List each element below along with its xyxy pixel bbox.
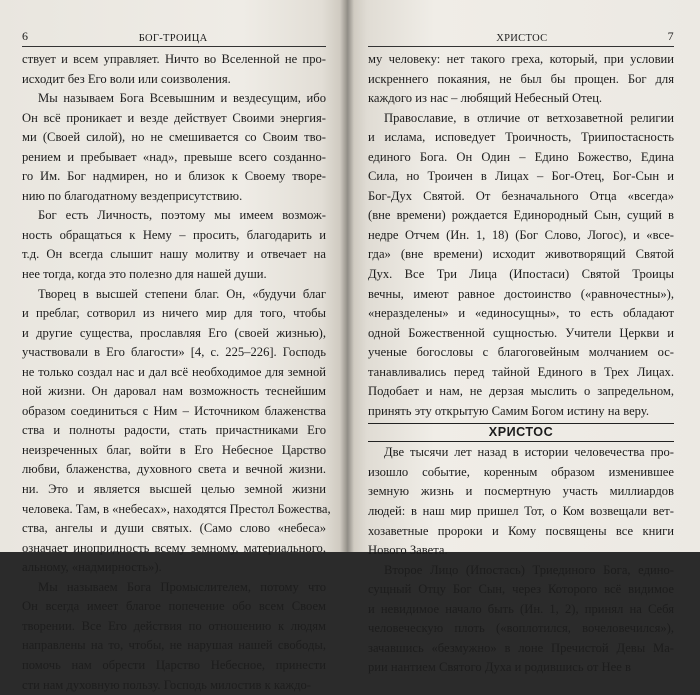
text-line: помочь нам обрести Царство Небесное, принести — [22, 656, 326, 676]
text-line: Бог-Дух Святой. От безначального Отца «всегда» — [368, 187, 674, 207]
text-line: ной жизни. Он даровал нам возможность теснейшим — [22, 382, 326, 402]
text-line: зачавшись «безмужно» в лоне Пречистой Девы Ма- — [368, 639, 674, 659]
text-line: Он всё проникает и везде действует Своими энергия- — [22, 109, 326, 129]
text-line: человека. Там, в «небесах», находятся Престол Божества, — [22, 500, 326, 520]
left-running-title: БОГ-ТРОИЦА — [139, 33, 208, 44]
text-line: ученые богословы с благоговейным молчанием ос- — [368, 343, 674, 363]
text-line: ства, ангелы и души святых. (Само слово «небеса» — [22, 519, 326, 539]
text-line: танавливались перед тайной Единого в Трех Лицах. — [368, 363, 674, 383]
right-running-title: ХРИСТОС — [496, 33, 547, 44]
text-line: единого Бога. Он Один – Едино Божество, Едина — [368, 148, 674, 168]
text-line: рением и пребывает «над», превыше всего созданно- — [22, 148, 326, 168]
text-line: сти нам духовную пользу. Господь милостив к каждо- — [22, 676, 326, 695]
text-line: вечны, имеют равное достоинство («равночестны»), — [368, 285, 674, 305]
text-line: Мы называем Бога Всевышним и вездесущим, ибо — [22, 89, 326, 109]
text-line: хозаветные пророки и Кому посвящены все книги — [368, 522, 674, 542]
text-line: любви, блаженства, духовного света и вечной жизни. — [22, 460, 326, 480]
text-line: ни. Это и является высшей целью земной жизни — [22, 480, 326, 500]
text-line: каждого из нас – любящий Небесный Отец. — [368, 89, 674, 109]
text-line: недре Отчем (Ин. 1, 18) (Бог Слово, Логос), и «все- — [368, 226, 674, 246]
text-line: людей: в наш мир пришел Тот, о Ком возвещали вет- — [368, 502, 674, 522]
left-running-head — [22, 28, 326, 47]
text-line: исходит без Его воли или соизволения. — [22, 70, 326, 90]
text-line: творении. Все Его действия по отношению к людям — [22, 617, 326, 637]
text-line: Сила, но Троичен в Лицах – Бог-Отец, Бог-Сын и — [368, 167, 674, 187]
right-page — [346, 0, 700, 552]
text-line: му человеку: нет такого греха, который, при условии — [368, 50, 674, 70]
left-page — [0, 0, 346, 552]
text-line: изошло событие, коренным образом изменившее — [368, 463, 674, 483]
text-line: принять эту открытую Самим Богом истину на веру. — [368, 402, 674, 422]
text-line: Второе Лицо (Ипостась) Триединого Бога, едино- — [368, 561, 674, 581]
text-line: т.д. Он всегда слышит нашу молитву и отвечает на — [22, 245, 326, 265]
text-line: образом соединиться с Ним – Источником блаженства — [22, 402, 326, 422]
text-line: ствует и всем управляет. Ничто во Вселенной не про- — [22, 50, 326, 70]
text-line: ность обращаться к Нему – просить, благодарить и — [22, 226, 326, 246]
right-page-text — [368, 50, 674, 678]
text-line: рии нантием Святого Духа и родившись от Нее в — [368, 658, 674, 678]
left-page-number: 6 — [22, 29, 28, 44]
text-line: и преблаг, сотворил из ничего мир для того, чтобы — [22, 304, 326, 324]
text-line: Бог есть Личность, поэтому мы имеем возмож- — [22, 206, 326, 226]
text-line: искреннего покаяния, не был бы прощен. Бог для — [368, 70, 674, 90]
text-line: нее тогда, когда это полезно для нашей души. — [22, 265, 326, 285]
text-line: Дух. Все Три Лица (Ипостаси) Святой Троицы — [368, 265, 674, 285]
text-line: одной Божественной сущностью. Учители Церкви и — [368, 324, 674, 344]
text-line: и ислама, исповедует Троичность, Триипостасность — [368, 128, 674, 148]
text-line: и невидимое начало быть (Ин. 1, 2), принял на Себя — [368, 600, 674, 620]
text-line: участвовали в Его благости» [4, с. 225–226]. Господь — [22, 343, 326, 363]
text-line: человеческую плоть («воплотился, вочеловечился»), — [368, 619, 674, 639]
text-line: Нового Завета. — [368, 541, 674, 561]
text-line: гда» (вне времени) исходит животворящий Святой — [368, 245, 674, 265]
text-line: Он всегда имеет благое попечение обо всем Своем — [22, 597, 326, 617]
text-line: Творец в высшей степени благ. Он, «будучи благ — [22, 285, 326, 305]
book-gutter — [340, 0, 354, 552]
text-line: означает инопридность всему земному, материального, — [22, 539, 326, 559]
text-line: нию по благодатному вездеприсутствию. — [22, 187, 326, 207]
text-line: го Им. Бог надмирен, но и близок к Своему творе- — [22, 167, 326, 187]
text-line: направлены на то, чтобы, не нарушая нашей свободы, — [22, 636, 326, 656]
text-line: и другие существа, прославляя Его (своей жизнью), — [22, 324, 326, 344]
text-line: «неразделены» и «единосущны», то есть обладают — [368, 304, 674, 324]
text-line: альному, «надмирность»). — [22, 558, 326, 578]
text-line: Две тысячи лет назад в истории человечества про- — [368, 443, 674, 463]
text-line: неизреченных благ, войти в Его Небесное Царство — [22, 441, 326, 461]
text-line: Подобает и нам, не дерзая мыслить о запредельном, — [368, 382, 674, 402]
text-line: ми (Своей силой), но не смешивается со Своим тво- — [22, 128, 326, 148]
text-line: Мы называем Бога Промыслителем, потому что — [22, 578, 326, 598]
text-line: Православие, в отличие от ветхозаветной религии — [368, 109, 674, 129]
text-line: (вне времени) рождается Единородный Сын, сущий в — [368, 206, 674, 226]
text-line: ства и полноты радости, стать причастниками Его — [22, 421, 326, 441]
text-line: сущный Отцу Бог Сын, через Которого всё видимое — [368, 580, 674, 600]
left-page-text — [22, 50, 326, 695]
text-line: не только создал нас и дал всё необходимое для земной — [22, 363, 326, 383]
right-page-number: 7 — [668, 29, 674, 44]
right-running-head — [368, 28, 674, 47]
text-line: земную жизнь и посмертную участь миллиардов — [368, 482, 674, 502]
section-heading: ХРИСТОС — [368, 423, 674, 442]
